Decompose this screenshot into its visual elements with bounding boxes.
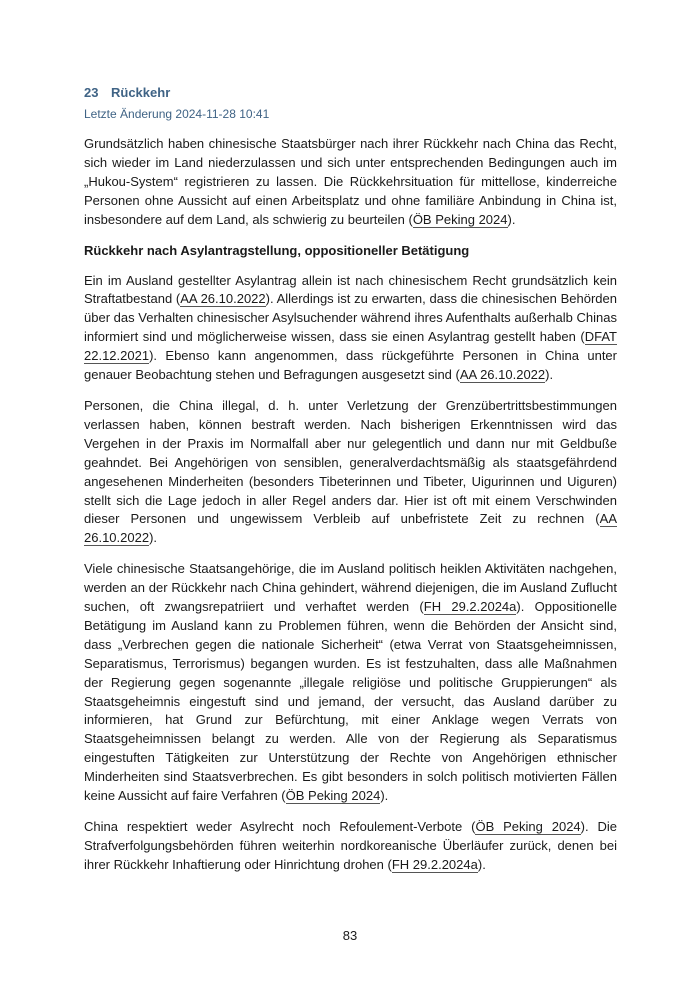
paragraph-3: Personen, die China illegal, d. h. unter Verletzung der Grenzübertrittsbestimmungen verlassen haben, können bestraft werden. Nach bisherigen Erkenntnissen wird das Vergehen in der Praxis im Normalfall aber nur gelegentlich und dann nur mit Geldbuße geahndet. Bei Angehörigen von sensiblen, generalverdachtsmäßig als staatsgefährdend angesehenen Minderheiten (besonders Tibeterinnen und Tibeter, Uigurinnen und Uiguren) stellt sich die Lage jedoch in aller Regel anders dar. Hier ist oft mit einem Verschwinden dieser Personen und ungewissem Verbleib auf unbefristete Zeit zu rechnen (AA 26.10.2022). [84, 397, 617, 546]
citation-link[interactable]: AA 26.10.2022 [180, 291, 266, 307]
citation-link[interactable]: DFAT 22.12.2021 [84, 329, 617, 364]
citation-link[interactable]: FH 29.2.2024a [391, 856, 478, 872]
citation-link[interactable]: ÖB Peking 2024 [412, 211, 508, 227]
paragraph-1: Grundsätzlich haben chinesische Staatsbürger nach ihrer Rückkehr nach China das Recht, sich wieder im Land niederzulassen und sich unter entsprechenden Bedingungen auch im „Hukou-System“ registrieren zu lassen. Die Rückkehrsituation für mittellose, kinderreiche Personen ohne Aussicht auf einen Arbeitsplatz und ohne familiäre Anbindung in China ist, insbesondere auf dem Land, als schwierig zu beurteilen (ÖB Peking 2024). [84, 136, 617, 227]
citation-link[interactable]: ÖB Peking 2024 [285, 788, 381, 804]
subheading: Rückkehr nach Asylantragstellung, oppositioneller Betätigung [84, 242, 470, 258]
citation-link[interactable]: AA 26.10.2022 [459, 367, 546, 383]
paragraph-4: Viele chinesische Staatsangehörige, die im Ausland politisch heiklen Aktivitäten nachgehen, werden an der Rückkehr nach China gehindert, während diejenigen, die im Ausland Zuflucht suchen, oft zwangsrepatriiert und verhaftet werden (FH 29.2.2024a). Oppositionelle Betätigung im Ausland kann zu Problemen führen, wenn die Behörden der Ansicht sind, dass „Verbrechen gegen die nationale Sicherheit“ (etwa Verrat von Staatsgeheimnissen, Separatismus, Terrorismus) begangen wurden. Es ist festzuhalten, dass alle Maßnahmen der Regierung gegen sogenannte „illegale religiöse und politische Gruppierungen“ als Staatsgeheimnis eingestuft sind und jemand, der versucht, das Ausland darüber zu informieren, hat Grund zur Befürchtung, mit einer Anklage wegen Verrats von Staatsgeheimnissen belangt zu werden. Alle von der Regierung als Separatismus eingestuften Tätigkeiten zur Unterstützung der Rechte von Angehörigen ethnischer Minderheiten sind Staatsverbrechen. Es gibt besonders in solch politisch motivierten Fällen keine Aussicht auf faire Verfahren (ÖB Peking 2024). [84, 561, 617, 804]
citation-link[interactable]: ÖB Peking 2024 [475, 819, 581, 834]
citation-link[interactable]: AA 26.10.2022 [84, 511, 617, 546]
document-page [84, 84, 617, 875]
section-heading [84, 84, 617, 102]
paragraph-2: Ein im Ausland gestellter Asylantrag allein ist nach chinesischem Recht grundsätzlich kein Straftatbestand (AA 26.10.2022). Allerdings ist zu erwarten, dass die chinesischen Behörden über das Verhalten chinesischer Asylsuchender während ihres Aufenthalts außerhalb Chinas informiert sind und möglicherweise wissen, dass sie einen Asylantrag gestellt haben (DFAT 22.12.2021). Ebenso kann angenommen, dass rückgeführte Personen in China unter genauer Beobachtung stehen und Befragungen ausgesetzt sind (AA 26.10.2022). [84, 272, 617, 383]
citation-link[interactable]: FH 29.2.2024a [423, 599, 517, 615]
section-number: 23 [84, 85, 99, 100]
last-change-date: Letzte Änderung 2024-11-28 10:41 [84, 107, 270, 121]
section-title: Rückkehr [111, 85, 171, 100]
paragraph-5: China respektiert weder Asylrecht noch Refoulement-Verbote (ÖB Peking 2024). Die Strafverfolgungsbehörden führen weiterhin nordkoreanische Überläufer zurück, denen bei ihrer Rückkehr Inhaftierung oder Hinrichtung drohen (FH 29.2.2024a). [84, 819, 617, 872]
page-number: 83 [342, 928, 358, 943]
